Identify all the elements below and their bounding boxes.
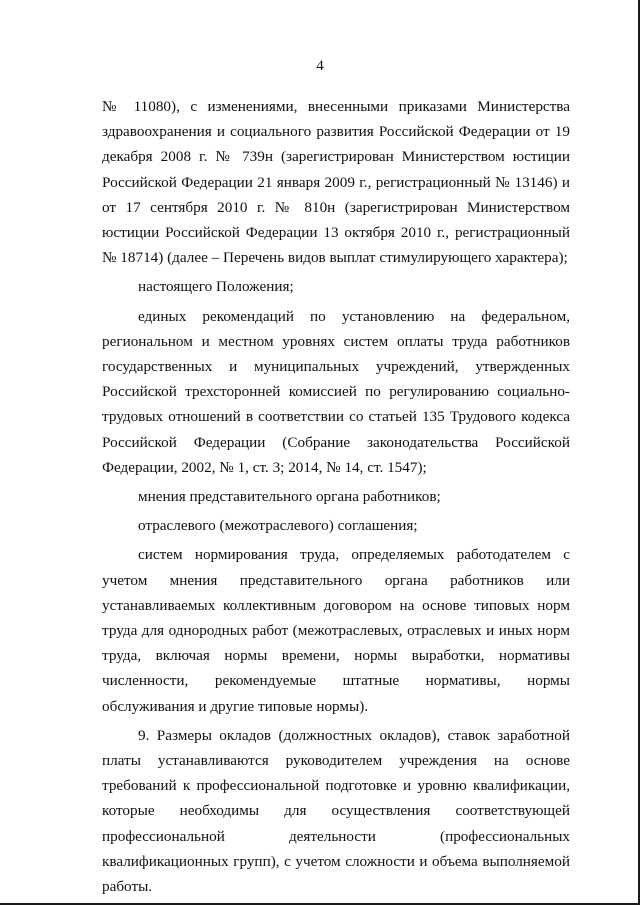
paragraph-sector-agreement: отраслевого (межотраслевого) соглашения; (138, 517, 418, 535)
document-body (102, 94, 570, 899)
paragraph-representative-opinion: мнения представительного органа работников; (138, 488, 441, 506)
paragraph-recommendations: единых рекомендаций по установлению на федеральном, региональном и местном уровнях систем оплаты труда работников государственных и муниципальных учреждений, утвержденных Российской трехсторонней комиссией по регулированию социально-трудовых отношений в соответствии со статьей 135 Трудового кодекса Российской Федерации (Собрание законодательства Российской Федерации, 2002, № 1, ст. 3; 2014, № 14, ст. 1547); (102, 307, 570, 476)
paragraph-regulation: настоящего Положения; (138, 278, 294, 296)
page-number: 4 (316, 58, 324, 74)
paragraph-continuation: № 11080), с изменениями, внесенными приказами Министерства здравоохранения и социального развития Российской Федерации от 19 декабря 2008 г. № 739н (зарегистрирован Министерством юстиции Российской Федерации 21 января 2009 г., регистрационный № 13146) и от 17 сентября 2010 г. № 810н (зарегистрирован Министерством юстиции Российской Федерации 13 октября 2010 г., регистрационный № 18714) (далее – Перечень видов выплат стимулирующего характера); (102, 98, 570, 267)
paragraph-labor-standards: систем нормирования труда, определяемых работодателем с учетом мнения представительного органа работников или устанавливаемых коллективным договором на основе типовых норм труда для однородных работ (межотраслевых, отраслевых и иных норм труда, включая нормы времени, нормы выработки, нормативы численности, рекомендуемые штатные нормативы, нормы обслуживания и другие типовые нормы). (102, 546, 570, 715)
paragraph-item-9: 9. Размеры окладов (должностных окладов), ставок заработной платы устанавливаются руководителем учреждения на основе требований к профессиональной подготовке и уровню квалификации, которые необходимы для осуществления соответствующей профессиональной деятельности (профессиональных квалификационных групп), с учетом сложности и объема выполняемой работы. (102, 726, 570, 896)
